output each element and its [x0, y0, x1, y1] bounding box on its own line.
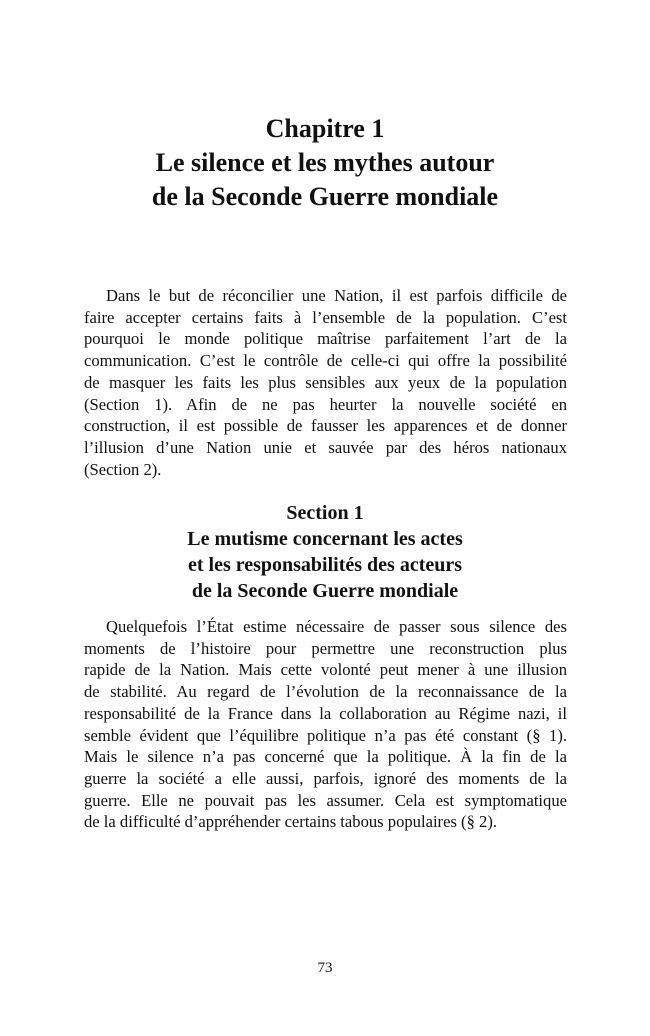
- text-line: de la difficulté d’appréhender certains tabous populaires (§ 2).: [84, 812, 497, 832]
- intro-paragraph: [84, 285, 567, 480]
- text-line: (Section 1). Afin de ne pas heurter la nouvelle société en: [84, 394, 567, 414]
- page-number: 73: [317, 960, 333, 976]
- text-line: faire accepter certains faits à l’ensemble de la population. C’est: [84, 307, 567, 327]
- chapter-title: [0, 112, 650, 214]
- text-line: guerre la société a elle aussi, parfois, ignoré des moments de la: [84, 768, 567, 788]
- text-line: de masquer les faits les plus sensibles aux yeux de la population: [84, 372, 567, 392]
- text-line: guerre. Elle ne pouvait pas les assumer. Cela est symptomatique: [84, 790, 567, 810]
- text-line: communication. C’est le contrôle de celle-ci qui offre la possibilité: [84, 351, 567, 371]
- section-paragraph: [84, 616, 567, 833]
- section-title-line: de la Seconde Guerre mondiale: [191, 580, 459, 602]
- text-line: responsabilité de la France dans la collaboration au Régime nazi, il: [84, 703, 567, 723]
- text-line: l’illusion d’une Nation unie et sauvée par des héros nationaux: [84, 437, 567, 457]
- text-line: Mais le silence n’a pas concerné que la politique. À la fin de la: [84, 747, 567, 767]
- chapter-title-line: de la Seconde Guerre mondiale: [151, 182, 499, 211]
- section-title-line: Le mutisme concernant les actes: [187, 528, 463, 550]
- text-line: construction, il est possible de fausser les apparences et de donner: [84, 416, 567, 436]
- text-line: pourquoi le monde politique maîtrise parfaitement l’art de la: [84, 329, 567, 349]
- section-number: Section 1: [286, 502, 364, 524]
- text-line: moments de l’histoire pour permettre une reconstruction plus: [84, 638, 567, 658]
- section-title-line: et les responsabilités des acteurs: [187, 554, 463, 576]
- section-heading: [0, 500, 650, 604]
- text-line: Dans le but de réconcilier une Nation, il est parfois difficile de: [106, 286, 567, 305]
- text-line: (Section 2).: [84, 459, 162, 479]
- text-line: de stabilité. Au regard de l’évolution de la reconnaissance de la: [84, 682, 567, 702]
- text-line: semble évident que l’équilibre politique n’a pas été constant (§ 1).: [84, 725, 567, 745]
- text-line: Quelquefois l’État estime nécessaire de passer sous silence des: [106, 617, 567, 636]
- chapter-number: Chapitre 1: [265, 114, 385, 143]
- chapter-title-line: Le silence et les mythes autour: [155, 148, 495, 177]
- text-line: rapide de la Nation. Mais cette volonté peut mener à une illusion: [84, 660, 567, 680]
